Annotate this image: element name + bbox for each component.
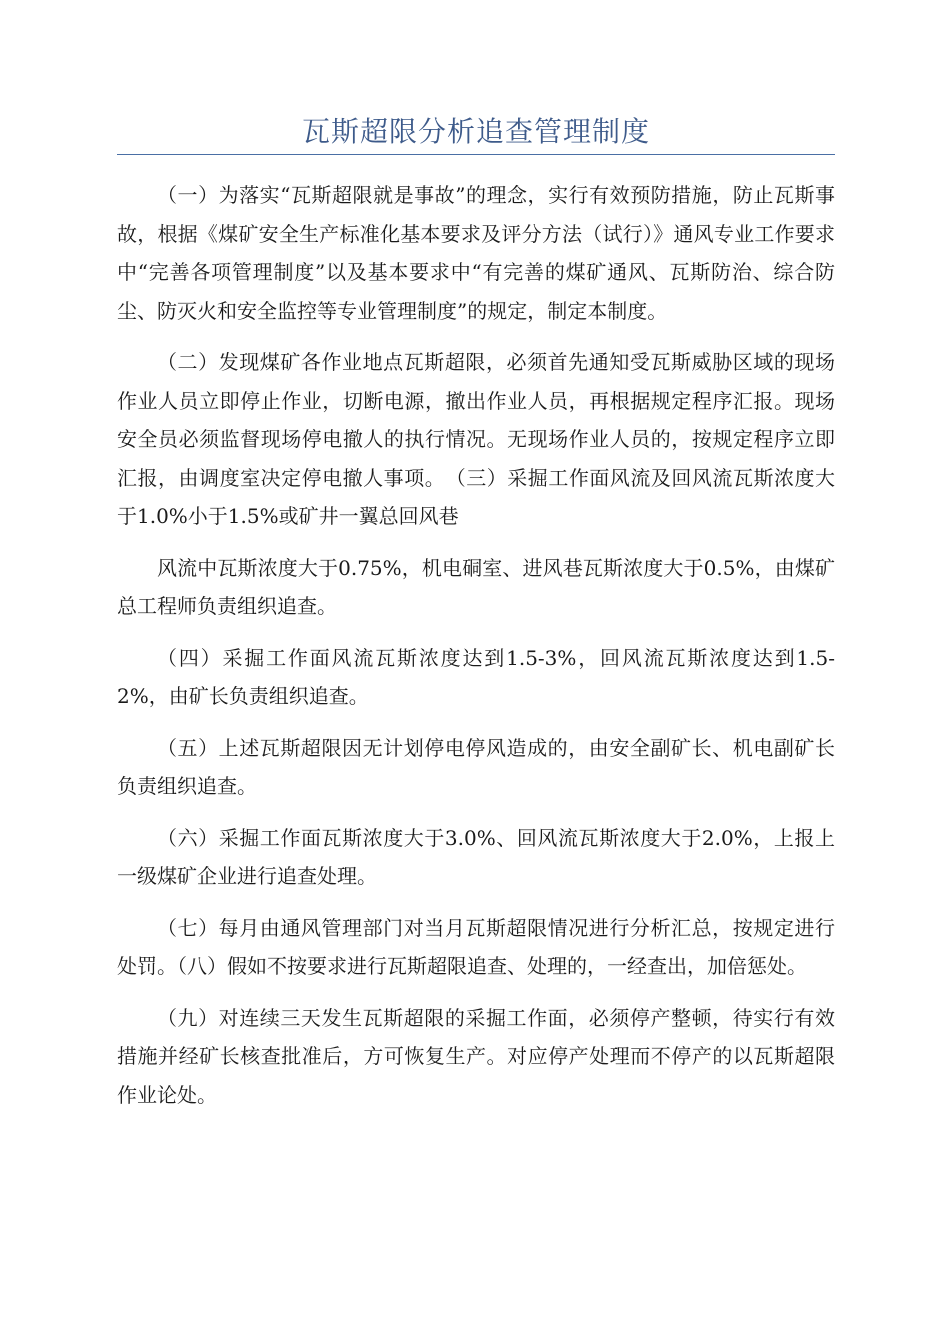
paragraph-3: 风流中瓦斯浓度大于0.75%，机电硐室、进风巷瓦斯浓度大于0.5%，由煤矿总工程师负责组织追查。	[117, 555, 835, 618]
paragraph-4: （四）采掘工作面风流瓦斯浓度达到1.5-3%，回风流瓦斯浓度达到1.5-2%，由矿长负责组织追查。	[117, 645, 835, 708]
document-body	[117, 176, 835, 1114]
paragraph-5: （五）上述瓦斯超限因无计划停电停风造成的，由安全副矿长、机电副矿长负责组织追查。	[117, 735, 835, 798]
paragraph-7: （七）每月由通风管理部门对当月瓦斯超限情况进行分析汇总，按规定进行处罚。（八）假如不按要求进行瓦斯超限追查、处理的，一经查出，加倍惩处。	[117, 915, 835, 978]
document-title: 瓦斯超限分析追查管理制度	[301, 115, 650, 148]
paragraph-2: （二）发现煤矿各作业地点瓦斯超限，必须首先通知受瓦斯威胁区域的现场作业人员立即停止作业，切断电源，撤出作业人员，再根据规定程序汇报。现场安全员必须监督现场停电撤人的执行情况。无现场作业人员的，按规定程序立即汇报，由调度室决定停电撤人事项。 （三）采掘工作面风流及回风流瓦斯浓度大于1.0%小于1.5%或矿井一翼总回风巷	[117, 350, 835, 528]
paragraph-1: （一）为落实“瓦斯超限就是事故”的理念，实行有效预防措施，防止瓦斯事故，根据《煤矿安全生产标准化基本要求及评分方法（试行）》通风专业工作要求中“完善各项管理制度”以及基本要求中“有完善的煤矿通风、瓦斯防治、综合防尘、防灭火和安全监控等专业管理制度”的规定，制定本制度。	[117, 183, 835, 323]
title-underline	[117, 154, 835, 155]
paragraph-6: （六）采掘工作面瓦斯浓度大于3.0%、回风流瓦斯浓度大于2.0%，上报上一级煤矿企业进行追查处理。	[117, 825, 835, 888]
paragraph-8: （九）对连续三天发生瓦斯超限的采掘工作面，必须停产整顿，待实行有效措施并经矿长核查批准后，方可恢复生产。对应停产处理而不停产的以瓦斯超限作业论处。	[117, 1005, 835, 1107]
